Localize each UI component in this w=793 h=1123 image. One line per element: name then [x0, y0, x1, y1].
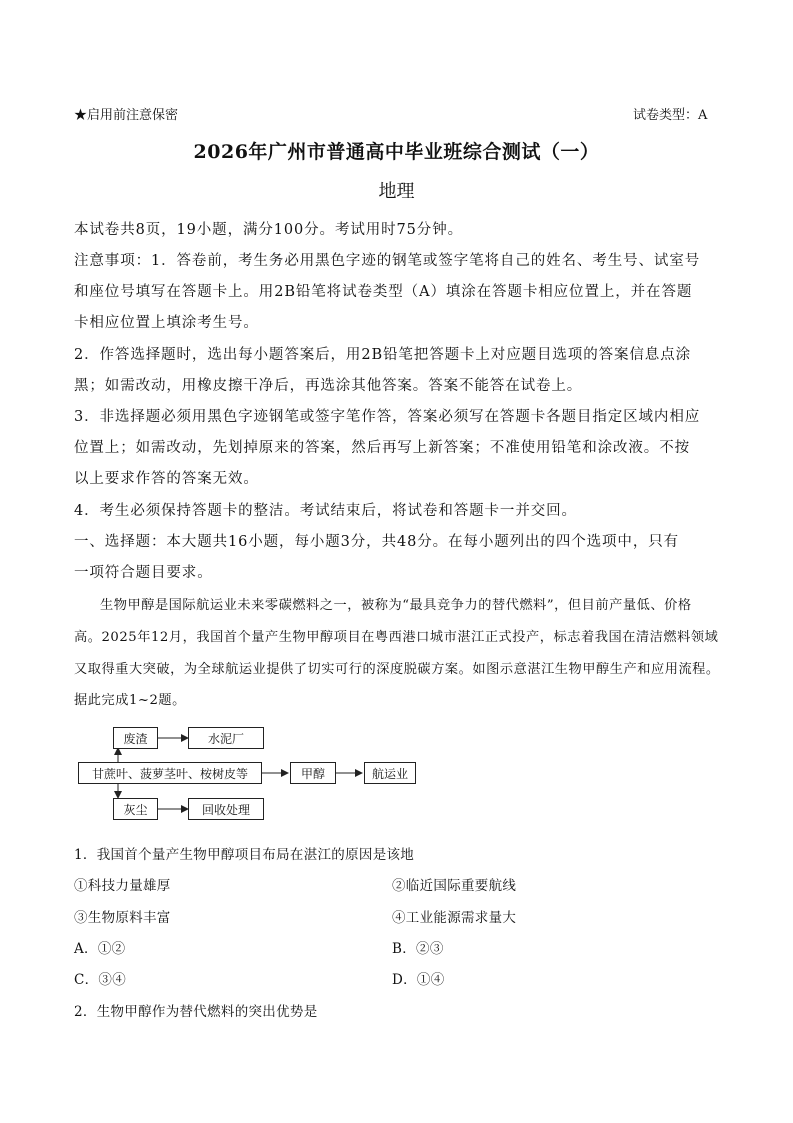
item2-line-2: 黑；如需改动，用橡皮擦干净后，再选涂其他答案。答案不能答在试卷上。 — [74, 378, 583, 394]
q2-stem: 2．生物甲醇作为替代燃料的突出优势是 — [74, 1004, 318, 1020]
page-title: 2026年广州市普通高中毕业班综合测试（一） — [193, 141, 600, 163]
box-recycling: 回收处理 — [188, 798, 264, 820]
passage-line-1: 生物甲醇是国际航运业未来零碳燃料之一，被称为“最具竞争力的替代燃料”，但目前产量低、价格 — [100, 598, 692, 613]
q1-choice-a: A．①② — [74, 941, 126, 957]
q1-choice-b: B．②③ — [392, 941, 444, 957]
q1-option-2: ②临近国际重要航线 — [392, 878, 517, 894]
q1-option-4: ④工业能源需求量大 — [392, 910, 517, 926]
subject-title: 地理 — [378, 181, 415, 202]
item3-line-1: 3．非选择题必须用黑色字迹钢笔或签字笔作答，答案必须写在答题卡各题目指定区域内相应 — [74, 409, 701, 425]
section1-line-1: 一、选择题：本大题共16小题，每小题3分，共48分。在每小题列出的四个选项中，只有 — [74, 534, 680, 550]
q1-stem: 1．我国首个量产生物甲醇项目布局在湛江的原因是该地 — [74, 847, 415, 863]
notice-line-3: 卡相应位置上填涂考生号。 — [74, 315, 259, 331]
box-raw-materials: 甘蔗叶、菠萝茎叶、桉树皮等 — [78, 762, 262, 784]
box-cement-plant: 水泥厂 — [188, 727, 264, 749]
confidential-notice: ★启用前注意保密 — [74, 108, 179, 123]
notice-line-1: 注意事项：1．答卷前，考生务必用黑色字迹的钢笔或签字笔将自己的姓名、考生号、试室号 — [74, 253, 701, 269]
box-waste-residue: 废渣 — [113, 727, 158, 749]
item3-line-3: 以上要求作答的答案无效。 — [74, 471, 259, 487]
notice-line-2: 和座位号填写在答题卡上。用2B铅笔将试卷类型（A）填涂在答题卡相应位置上，并在答题 — [74, 284, 693, 300]
passage-line-3: 又取得重大突破，为全球航运业提供了切实可行的深度脱碳方案。如图示意湛江生物甲醇生产和应用流程。 — [74, 662, 720, 677]
q1-choice-d: D．①④ — [392, 972, 445, 988]
box-shipping: 航运业 — [364, 762, 416, 784]
paper-type: 试卷类型：A — [633, 108, 708, 123]
q1-choice-c: C．③④ — [74, 972, 127, 988]
box-methanol: 甲醇 — [290, 762, 336, 784]
item4-line: 4．考生必须保持答题卡的整洁。考试结束后，将试卷和答题卡一并交回。 — [74, 503, 577, 519]
box-ash: 灰尘 — [113, 798, 158, 820]
item2-line-1: 2．作答选择题时，选出每小题答案后，用2B铅笔把答题卡上对应题目选项的答案信息点涂 — [74, 347, 692, 363]
intro-line: 本试卷共8页，19小题，满分100分。考试用时75分钟。 — [74, 222, 464, 238]
q1-option-3: ③生物原料丰富 — [74, 910, 171, 926]
item3-line-2: 位置上；如需改动，先划掉原来的答案，然后再写上新答案；不准使用铅笔和涂改液。不按 — [74, 440, 690, 456]
q1-option-1: ①科技力量雄厚 — [74, 878, 171, 894]
passage-line-4: 据此完成1~2题。 — [74, 693, 186, 708]
section1-line-2: 一项符合题目要求。 — [74, 565, 213, 581]
passage-line-2: 高。2025年12月，我国首个量产生物甲醇项目在粤西港口城市湛江正式投产，标志着我国在清洁燃料领域 — [74, 630, 719, 645]
